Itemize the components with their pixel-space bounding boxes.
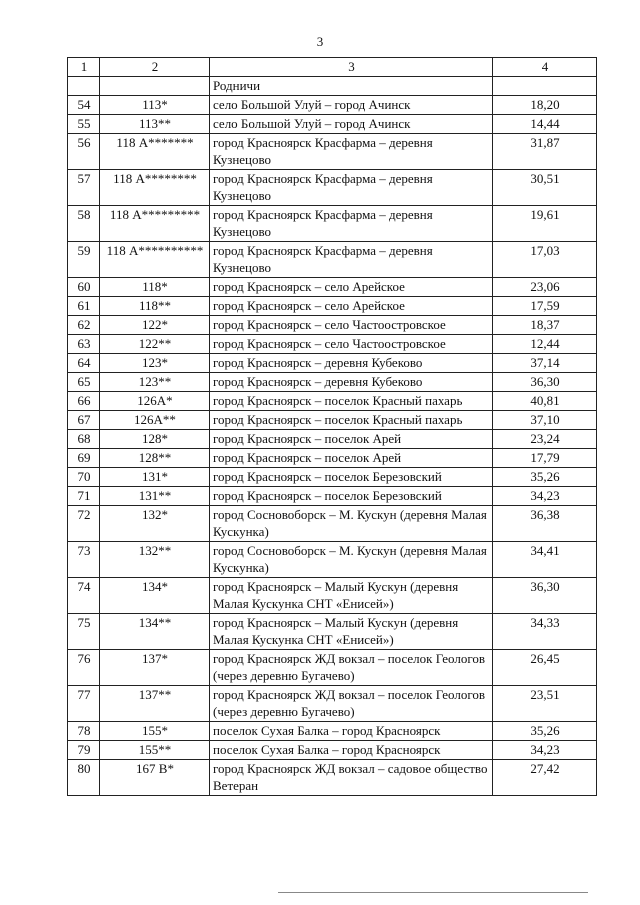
cell-distance: 18,37 <box>493 316 597 335</box>
cell-route: 118 А******* <box>100 134 210 170</box>
cell-route: 134* <box>100 578 210 614</box>
cell-distance: 12,44 <box>493 335 597 354</box>
cell-number: 77 <box>68 686 100 722</box>
table-row <box>68 487 597 506</box>
table-row <box>68 449 597 468</box>
cell-name: город Красноярск – поселок Арей <box>210 449 493 468</box>
page-number: 3 <box>316 34 324 49</box>
table-row <box>68 686 597 722</box>
cell-distance: 34,23 <box>493 487 597 506</box>
table-row <box>68 506 597 542</box>
routes-table <box>67 57 597 796</box>
cell-number: 54 <box>68 96 100 115</box>
cell-route: 118 А********* <box>100 206 210 242</box>
cell-distance: 17,03 <box>493 242 597 278</box>
cell-number: 78 <box>68 722 100 741</box>
table-header-row <box>68 58 597 77</box>
cell-number: 63 <box>68 335 100 354</box>
cell-number: 58 <box>68 206 100 242</box>
cell-distance: 34,23 <box>493 741 597 760</box>
cell-name: город Красноярск ЖД вокзал – садовое общество Ветеран <box>210 760 493 796</box>
table-row <box>68 411 597 430</box>
cell-route: 118* <box>100 278 210 297</box>
header-cell-1: 1 <box>68 58 100 77</box>
table-row <box>68 316 597 335</box>
cell-distance: 23,24 <box>493 430 597 449</box>
cell-continuation-text: Родничи <box>210 77 493 96</box>
cell-number: 57 <box>68 170 100 206</box>
cell-number: 74 <box>68 578 100 614</box>
cell-route: 126А* <box>100 392 210 411</box>
cell-distance: 18,20 <box>493 96 597 115</box>
table-row <box>68 430 597 449</box>
cell-number: 59 <box>68 242 100 278</box>
cell-route: 123* <box>100 354 210 373</box>
cell-route: 128* <box>100 430 210 449</box>
cell-distance <box>493 77 597 96</box>
cell-number: 69 <box>68 449 100 468</box>
table-row <box>68 242 597 278</box>
cell-distance: 36,30 <box>493 578 597 614</box>
cell-number: 73 <box>68 542 100 578</box>
cell-route: 113** <box>100 115 210 134</box>
cell-number: 67 <box>68 411 100 430</box>
cell-distance: 34,33 <box>493 614 597 650</box>
cell-name: город Красноярск – поселок Арей <box>210 430 493 449</box>
cell-name: город Красноярск Красфарма – деревня Кузнецово <box>210 206 493 242</box>
cell-name: поселок Сухая Балка – город Красноярск <box>210 722 493 741</box>
cell-name: город Красноярск – село Частоостровское <box>210 316 493 335</box>
cell-distance: 26,45 <box>493 650 597 686</box>
cell-distance: 35,26 <box>493 468 597 487</box>
cell-route: 137* <box>100 650 210 686</box>
table-row <box>68 134 597 170</box>
cell-route: 155* <box>100 722 210 741</box>
cell-route: 132** <box>100 542 210 578</box>
cell-number: 66 <box>68 392 100 411</box>
cell-number: 61 <box>68 297 100 316</box>
cell-name: город Сосновоборск – М. Кускун (деревня Малая Кускунка) <box>210 506 493 542</box>
cell-name: город Красноярск ЖД вокзал – поселок Геологов (через деревню Бугачево) <box>210 650 493 686</box>
cell-number: 71 <box>68 487 100 506</box>
cell-name: город Красноярск – поселок Красный пахарь <box>210 392 493 411</box>
table-row <box>68 578 597 614</box>
cell-number <box>68 77 100 96</box>
cell-name: город Красноярск – Малый Кускун (деревня Малая Кускунка СНТ «Енисей») <box>210 578 493 614</box>
table-row <box>68 297 597 316</box>
cell-number: 64 <box>68 354 100 373</box>
cell-name: город Красноярск Красфарма – деревня Кузнецово <box>210 170 493 206</box>
cell-route: 132* <box>100 506 210 542</box>
table-row <box>68 542 597 578</box>
cell-distance: 35,26 <box>493 722 597 741</box>
cell-distance: 23,06 <box>493 278 597 297</box>
cell-route: 118** <box>100 297 210 316</box>
header-cell-3: 3 <box>210 58 493 77</box>
cell-distance: 30,51 <box>493 170 597 206</box>
cell-route: 155** <box>100 741 210 760</box>
cell-name: город Красноярск – Малый Кускун (деревня Малая Кускунка СНТ «Енисей») <box>210 614 493 650</box>
cell-route: 167 В* <box>100 760 210 796</box>
cell-name: город Красноярск ЖД вокзал – поселок Геологов (через деревню Бугачево) <box>210 686 493 722</box>
cell-distance: 14,44 <box>493 115 597 134</box>
cell-name: село Большой Улуй – город Ачинск <box>210 96 493 115</box>
cell-route: 123** <box>100 373 210 392</box>
cell-name: город Красноярск Красфарма – деревня Кузнецово <box>210 242 493 278</box>
header-cell-2: 2 <box>100 58 210 77</box>
cell-name: город Красноярск – деревня Кубеково <box>210 373 493 392</box>
table-row <box>68 373 597 392</box>
cell-number: 56 <box>68 134 100 170</box>
footer-divider <box>278 892 588 893</box>
cell-distance: 40,81 <box>493 392 597 411</box>
table-row <box>68 392 597 411</box>
cell-number: 62 <box>68 316 100 335</box>
table-row <box>68 206 597 242</box>
cell-distance: 31,87 <box>493 134 597 170</box>
cell-distance: 36,38 <box>493 506 597 542</box>
table-row <box>68 722 597 741</box>
cell-route: 131** <box>100 487 210 506</box>
cell-name: город Красноярск – поселок Березовский <box>210 487 493 506</box>
cell-number: 65 <box>68 373 100 392</box>
cell-distance: 17,79 <box>493 449 597 468</box>
cell-distance: 34,41 <box>493 542 597 578</box>
cell-number: 79 <box>68 741 100 760</box>
cell-name: город Красноярск – село Арейское <box>210 278 493 297</box>
cell-route <box>100 77 210 96</box>
table-row <box>68 335 597 354</box>
cell-route: 122* <box>100 316 210 335</box>
cell-number: 75 <box>68 614 100 650</box>
table-row <box>68 278 597 297</box>
table-row <box>68 96 597 115</box>
cell-distance: 23,51 <box>493 686 597 722</box>
cell-name: город Красноярск Красфарма – деревня Кузнецово <box>210 134 493 170</box>
cell-name: село Большой Улуй – город Ачинск <box>210 115 493 134</box>
cell-name: город Красноярск – деревня Кубеково <box>210 354 493 373</box>
cell-number: 55 <box>68 115 100 134</box>
table-row <box>68 170 597 206</box>
cell-number: 76 <box>68 650 100 686</box>
cell-route: 118 А******** <box>100 170 210 206</box>
table-row <box>68 468 597 487</box>
cell-name: поселок Сухая Балка – город Красноярск <box>210 741 493 760</box>
cell-route: 118 А********** <box>100 242 210 278</box>
cell-route: 137** <box>100 686 210 722</box>
cell-distance: 17,59 <box>493 297 597 316</box>
cell-name: город Сосновоборск – М. Кускун (деревня Малая Кускунка) <box>210 542 493 578</box>
cell-name: город Красноярск – поселок Красный пахарь <box>210 411 493 430</box>
cell-number: 60 <box>68 278 100 297</box>
cell-route: 134** <box>100 614 210 650</box>
cell-route: 126А** <box>100 411 210 430</box>
cell-distance: 37,14 <box>493 354 597 373</box>
table-row <box>68 115 597 134</box>
table-row <box>68 650 597 686</box>
cell-number: 80 <box>68 760 100 796</box>
header-cell-4: 4 <box>493 58 597 77</box>
cell-distance: 36,30 <box>493 373 597 392</box>
table-row <box>68 614 597 650</box>
cell-route: 131* <box>100 468 210 487</box>
cell-number: 70 <box>68 468 100 487</box>
continuation-row <box>68 77 597 96</box>
cell-distance: 27,42 <box>493 760 597 796</box>
cell-number: 68 <box>68 430 100 449</box>
cell-route: 113* <box>100 96 210 115</box>
cell-name: город Красноярск – село Арейское <box>210 297 493 316</box>
cell-route: 122** <box>100 335 210 354</box>
cell-route: 128** <box>100 449 210 468</box>
table-row <box>68 760 597 796</box>
cell-distance: 19,61 <box>493 206 597 242</box>
cell-name: город Красноярск – поселок Березовский <box>210 468 493 487</box>
cell-number: 72 <box>68 506 100 542</box>
cell-name: город Красноярск – село Частоостровское <box>210 335 493 354</box>
table-row <box>68 354 597 373</box>
table-row <box>68 741 597 760</box>
cell-distance: 37,10 <box>493 411 597 430</box>
